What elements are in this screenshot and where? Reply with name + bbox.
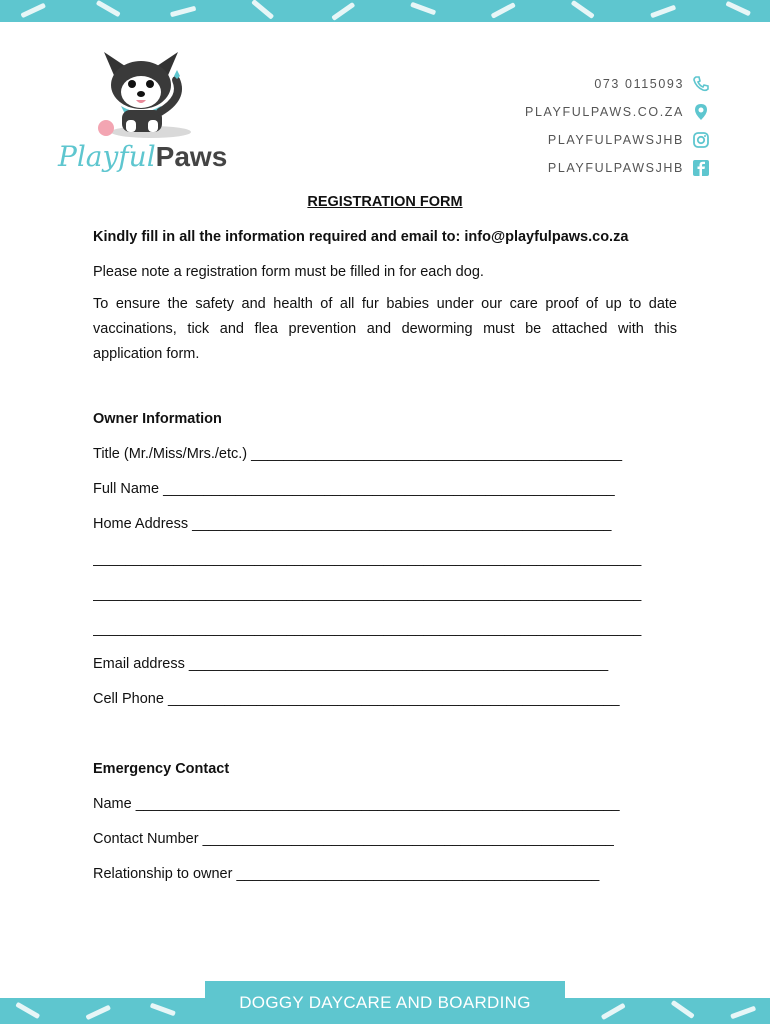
facebook-text: PLAYFULPAWSJHB	[547, 161, 684, 175]
field-full-name[interactable]: Full Name ________________________________________________________	[93, 481, 615, 497]
facebook-icon	[692, 159, 710, 177]
field-address-line-3[interactable]: ____________________________________________________________________	[93, 586, 642, 602]
contact-list	[525, 70, 710, 182]
field-emergency-name[interactable]: Name ____________________________________________________________	[93, 796, 620, 812]
registration-form	[93, 192, 677, 884]
field-email[interactable]: Email address ____________________________________________________	[93, 656, 609, 672]
field-cell-phone[interactable]: Cell Phone ________________________________________________________	[93, 691, 620, 707]
emergency-fields	[93, 794, 677, 884]
bone-pattern	[0, 0, 770, 22]
field-relationship[interactable]: Relationship to owner _____________________________________________	[93, 866, 600, 882]
form-instruction: Kindly fill in all the information required and email to: info@playfulpaws.co.za	[93, 229, 629, 245]
field-title[interactable]: Title (Mr./Miss/Mrs./etc.) ______________________________________________	[93, 446, 623, 462]
field-address-line-4[interactable]: ____________________________________________________________________	[93, 621, 642, 637]
top-bone-banner	[0, 0, 770, 22]
brand-script: Playful	[58, 140, 156, 173]
phone-text: 073 0115093	[594, 77, 684, 91]
contact-website	[525, 98, 710, 126]
brand-wordmark	[58, 140, 227, 173]
contact-facebook	[525, 154, 710, 182]
footer-tagline: DOGGY DAYCARE AND BOARDING	[205, 981, 565, 1024]
phone-icon	[692, 75, 710, 93]
location-pin-icon	[692, 103, 710, 121]
instagram-text: PLAYFULPAWSJHB	[547, 133, 684, 147]
emergency-heading: Emergency Contact	[93, 761, 230, 777]
field-home-address[interactable]: Home Address ____________________________________________________	[93, 516, 612, 532]
field-address-line-2[interactable]: ____________________________________________________________________	[93, 551, 642, 567]
form-note: Please note a registration form must be filled in for each dog.	[93, 264, 484, 280]
instagram-icon	[692, 131, 710, 149]
field-contact-number[interactable]: Contact Number ___________________________________________________	[93, 831, 614, 847]
owner-heading: Owner Information	[93, 411, 222, 427]
website-text: PLAYFULPAWS.CO.ZA	[525, 105, 684, 119]
form-title: REGISTRATION FORM	[307, 194, 463, 210]
owner-fields	[93, 444, 677, 709]
brand-bold: Paws	[155, 141, 228, 172]
contact-phone	[525, 70, 710, 98]
form-safety-note: To ensure the safety and health of all fur babies under our care proof of up to date vaccinations, tick and flea prevention and deworming must be attached with this application form.	[93, 296, 677, 362]
contact-instagram	[525, 126, 710, 154]
